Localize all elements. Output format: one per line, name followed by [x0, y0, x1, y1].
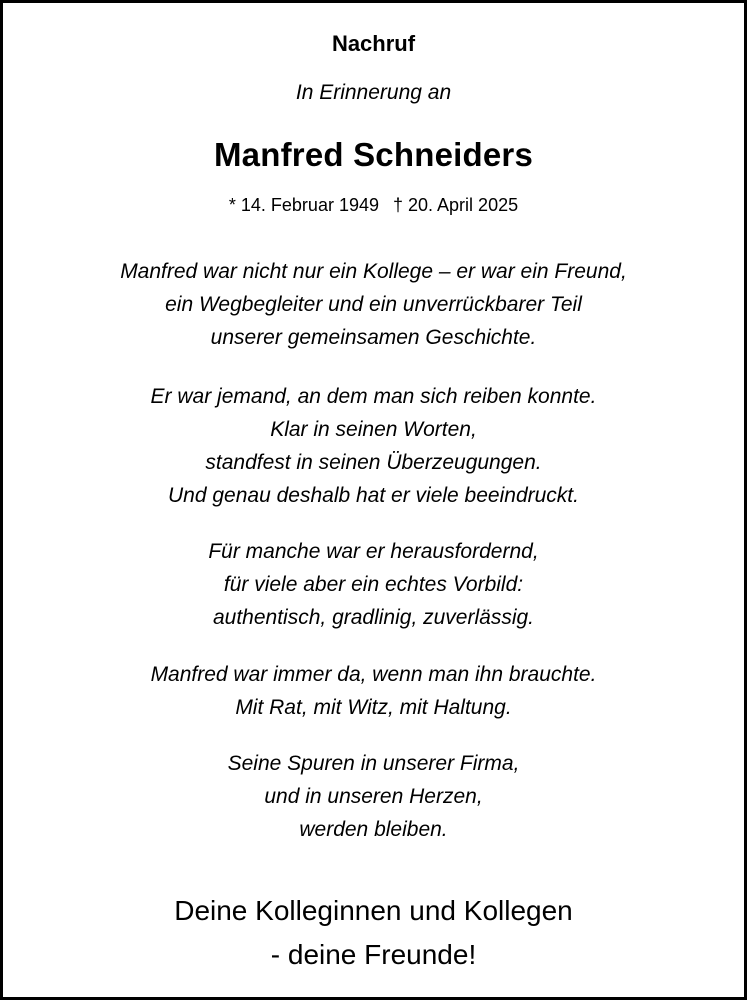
- poem-line: Für manche war er herausfordernd,: [208, 540, 539, 563]
- stanza-5: [3, 747, 744, 846]
- notice-heading: Nachruf: [331, 31, 416, 56]
- stanza-3: [3, 535, 744, 634]
- poem-line: und in unseren Herzen,: [264, 785, 483, 808]
- death-date: † 20. April 2025: [393, 195, 519, 215]
- stanza-2: [3, 380, 744, 512]
- signature-line-1: Deine Kolleginnen und Kollegen: [174, 895, 573, 926]
- stanza-4: [3, 658, 744, 724]
- poem-line: authentisch, gradlinig, zuverlässig.: [212, 606, 534, 629]
- poem-line: Mit Rat, mit Witz, mit Haltung.: [235, 696, 512, 719]
- poem-line: Manfred war nicht nur ein Kollege – er war ein Freund,: [120, 260, 627, 283]
- poem-line: werden bleiben.: [299, 818, 448, 841]
- signature-line-2: - deine Freunde!: [270, 939, 477, 970]
- birth-date: * 14. Februar 1949: [228, 195, 379, 215]
- poem-line: Klar in seinen Worten,: [270, 418, 477, 441]
- deceased-name: Manfred Schneiders: [213, 136, 534, 173]
- life-dates: [3, 195, 744, 216]
- poem-line: Manfred war immer da, wenn man ihn brauchte.: [150, 663, 597, 686]
- poem-line: Und genau deshalb hat er viele beeindruckt.: [168, 484, 579, 507]
- poem-line: ein Wegbegleiter und ein unverrückbarer Teil: [165, 293, 582, 316]
- stanza-1: [3, 255, 744, 354]
- notice-subtitle: In Erinnerung an: [295, 81, 452, 104]
- signature-block: [3, 889, 744, 977]
- poem-line: für viele aber ein echtes Vorbild:: [223, 573, 524, 596]
- poem-line: Er war jemand, an dem man sich reiben konnte.: [150, 385, 597, 408]
- poem-line: Seine Spuren in unserer Firma,: [227, 752, 520, 775]
- poem-line: standfest in seinen Überzeugungen.: [205, 451, 542, 474]
- poem-line: unserer gemeinsamen Geschichte.: [210, 326, 537, 349]
